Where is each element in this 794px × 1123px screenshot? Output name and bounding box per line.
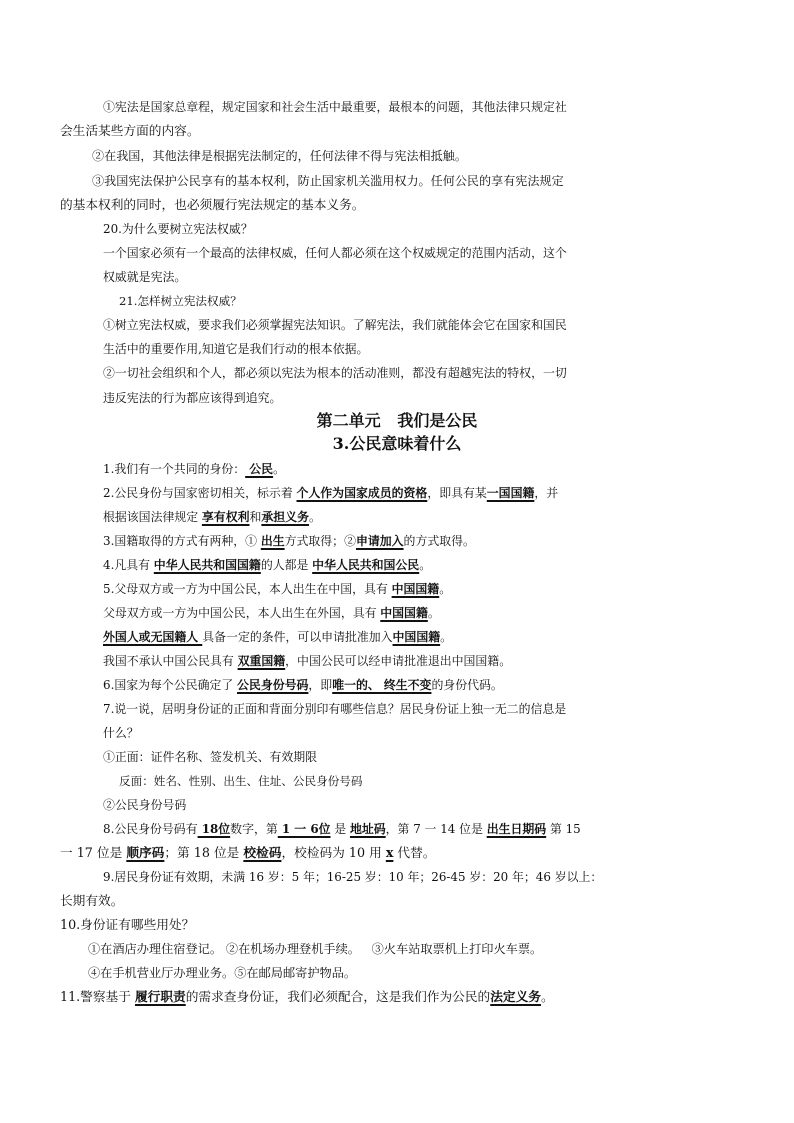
answer-text: 公民 — [245, 462, 274, 476]
text-line — [60, 193, 794, 217]
text-segment: 第 15 — [546, 822, 581, 836]
answer-text: 唯一的、 终生不变 — [332, 678, 432, 692]
text-line — [92, 169, 794, 193]
text-segment: ②一切社会组织和个人，都必须以宪法为根本的活动准则，都没有超越宪法的特权，一切 — [103, 366, 567, 380]
text-line — [103, 361, 794, 385]
text-line — [60, 889, 794, 913]
text-segment: 违反宪法的行为都应该得到追究。 — [103, 391, 282, 405]
text-segment: ，校检码为 10 用 — [281, 845, 386, 860]
text-segment: 长期有效。 — [60, 893, 124, 908]
text-segment: 1.我们有一个共同的身份： — [103, 462, 246, 476]
text-segment: 第二单元 我们是公民 — [316, 411, 478, 430]
text-segment: 9.居民身份证有效期，未满 16 岁：5 年；16-25 岁：10 年；26-45 岁：20 年；46 岁以上： — [103, 870, 603, 884]
text-segment: 10.身份证有哪些用处？ — [60, 917, 195, 932]
text-line — [103, 529, 794, 553]
text-segment: 代替。 — [393, 845, 436, 860]
text-segment: 3.公民意味着什么 — [332, 434, 462, 453]
answer-text: 出生日期码 — [486, 822, 547, 836]
text-segment: 数字，第 — [230, 822, 278, 836]
text-line — [103, 481, 794, 505]
text-segment: 。 — [419, 558, 432, 572]
text-segment: ①在酒店办理住宿登记。 ②在机场办理登机手续。 ③火车站取票机上打印火车票。 — [88, 942, 543, 956]
text-segment: 。 — [440, 630, 453, 644]
text-line — [103, 217, 794, 241]
text-segment: 的需求查身份证，我们必须配合，这是我们作为公民的 — [185, 989, 491, 1004]
text-segment: ，第 7 一 14 位是 — [385, 822, 487, 836]
text-segment: ，即 — [308, 678, 333, 692]
text-segment: 6.国家为每个公民确定了 — [103, 678, 238, 692]
text-segment: 根据该国法律规定 — [103, 510, 202, 524]
answer-text: 中国国籍 — [391, 582, 440, 596]
text-line — [103, 313, 794, 337]
text-segment: 8.公民身份号码有 — [103, 822, 198, 836]
text-segment: ①宪法是国家总章程，规定国家和社会生活中最重要，最根本的问题，其他法律只规定社 — [103, 100, 567, 114]
text-line — [103, 793, 794, 817]
answer-text: 中国国籍 — [392, 630, 441, 644]
text-segment: 方式取得；② — [284, 534, 356, 548]
text-segment: 11.警察基于 — [60, 989, 135, 1004]
answer-text: 双重国籍 — [237, 654, 286, 668]
text-segment: ①正面：证件名称、签发机关、有效期限 — [103, 750, 318, 764]
text-segment: 父母双方或一方为中国公民，本人出生在外国，具有 — [103, 606, 381, 620]
text-segment: ，并 — [534, 486, 559, 500]
text-segment: 。 — [308, 510, 321, 524]
text-segment: 20.为什么要树立宪法权威？ — [103, 222, 253, 236]
text-line — [60, 913, 794, 937]
text-segment: ，中国公民可以经申请批准退出中国国籍。 — [285, 654, 512, 668]
text-segment: ②公民身份号码 — [103, 798, 187, 812]
text-segment: ①树立宪法权威，要求我们必须掌握宪法知识。了解宪法，我们就能体会它在国家和国民 — [103, 318, 567, 332]
text-line — [103, 95, 794, 119]
text-line — [103, 337, 794, 361]
text-segment: 的身份代码。 — [431, 678, 503, 692]
text-line — [103, 505, 794, 529]
text-segment: 权威就是宪法。 — [103, 270, 187, 284]
text-line — [103, 577, 794, 601]
text-line — [119, 769, 794, 793]
answer-text: 地址码 — [349, 822, 386, 836]
text-line — [0, 432, 794, 456]
text-segment: 生活中的重要作用,知道它是我们行动的根本依据。 — [103, 342, 369, 356]
text-line — [103, 817, 794, 841]
text-line — [88, 937, 794, 961]
text-segment: 会生活某些方面的内容。 — [60, 123, 200, 138]
text-segment: 3.国籍取得的方式有两种，① — [103, 534, 261, 548]
text-segment: ③我国宪法保护公民享有的基本权利，防止国家机关滥用权力。任何公民的享有宪法规定 — [92, 174, 564, 188]
text-line — [119, 289, 794, 313]
text-line — [60, 119, 794, 143]
text-line — [88, 961, 794, 985]
text-segment: 反面：姓名、性别、出生、住址、公民身份号码 — [119, 774, 363, 788]
text-line — [103, 649, 794, 673]
text-segment: 我国不承认中国公民具有 — [103, 654, 238, 668]
text-segment: 什么？ — [103, 726, 139, 740]
answer-text: 中华人民共和国公民 — [312, 558, 420, 572]
text-segment: 和 — [249, 510, 262, 524]
text-line — [103, 865, 794, 889]
text-line — [92, 144, 794, 168]
answer-text: 一国国籍 — [486, 486, 535, 500]
text-segment: 。 — [427, 606, 440, 620]
answer-text: x — [385, 845, 394, 860]
text-line — [60, 985, 794, 1009]
text-segment: ，即具有某 — [427, 486, 487, 500]
text-segment: ④在手机营业厅办理业务。⑤在邮局邮寄护物品。 — [88, 966, 357, 980]
answer-text: 公民身份号码 — [237, 678, 309, 692]
text-segment: 的基本权利的同时，也必须履行宪法规定的基本义务。 — [60, 197, 365, 212]
answer-text: 校检码 — [243, 845, 282, 860]
text-segment: 一个国家必须有一个最高的法律权威，任何人都必须在这个权威规定的范围内活动，这个 — [103, 246, 567, 260]
text-segment: 。 — [439, 582, 452, 596]
text-segment: 21.怎样树立宪法权威？ — [119, 294, 242, 308]
text-segment: 具备一定的条件，可以申请批准加入 — [202, 630, 393, 644]
text-line — [103, 457, 794, 481]
answer-text: 享有权利 — [201, 510, 250, 524]
text-line — [103, 697, 794, 721]
answer-text: 法定义务 — [490, 989, 541, 1004]
answer-text: 外国人或无国籍人 — [103, 630, 203, 644]
text-line — [103, 745, 794, 769]
text-segment: 4.凡具有 — [103, 558, 154, 572]
text-segment: 5.父母双方或一方为中国公民，本人出生在中国，具有 — [103, 582, 392, 596]
answer-text: 18位 — [197, 822, 231, 836]
text-segment: 2.公民身份与国家密切相关，标示着 — [103, 486, 297, 500]
answer-text: 出生 — [260, 534, 285, 548]
text-segment: 的人都是 — [260, 558, 313, 572]
answer-text: 中华人民共和国国籍 — [153, 558, 261, 572]
answer-text: 顺序码 — [126, 845, 165, 860]
text-segment: 一 17 位是 — [60, 845, 127, 860]
answer-text: 履行职责 — [134, 989, 186, 1004]
text-line — [103, 241, 794, 265]
text-line — [103, 601, 794, 625]
answer-text: 申请加入 — [355, 534, 404, 548]
text-line — [103, 625, 794, 649]
text-line — [103, 386, 794, 410]
answer-text: 中国国籍 — [380, 606, 428, 620]
text-segment: 。 — [273, 462, 285, 476]
answer-text: 个人作为国家成员的资格 — [296, 486, 428, 500]
answer-text: 1 一 6位 — [277, 822, 331, 836]
text-segment: ；第 18 位是 — [164, 845, 244, 860]
text-segment: 。 — [540, 989, 554, 1004]
text-segment: 是 — [330, 822, 350, 836]
answer-text: 承担义务 — [261, 510, 309, 524]
text-segment: ②在我国，其他法律是根据宪法制定的，任何法律不得与宪法相抵触。 — [92, 149, 467, 163]
text-line — [103, 721, 794, 745]
text-line — [60, 841, 794, 865]
text-segment: 7.说一说，居明身份证的正面和背面分别印有哪些信息？居民身份证上独一无二的信息是 — [103, 702, 567, 716]
text-segment: 的方式取得。 — [403, 534, 475, 548]
text-line — [0, 409, 794, 433]
text-line — [103, 265, 794, 289]
text-line — [103, 673, 794, 697]
text-line — [103, 553, 794, 577]
